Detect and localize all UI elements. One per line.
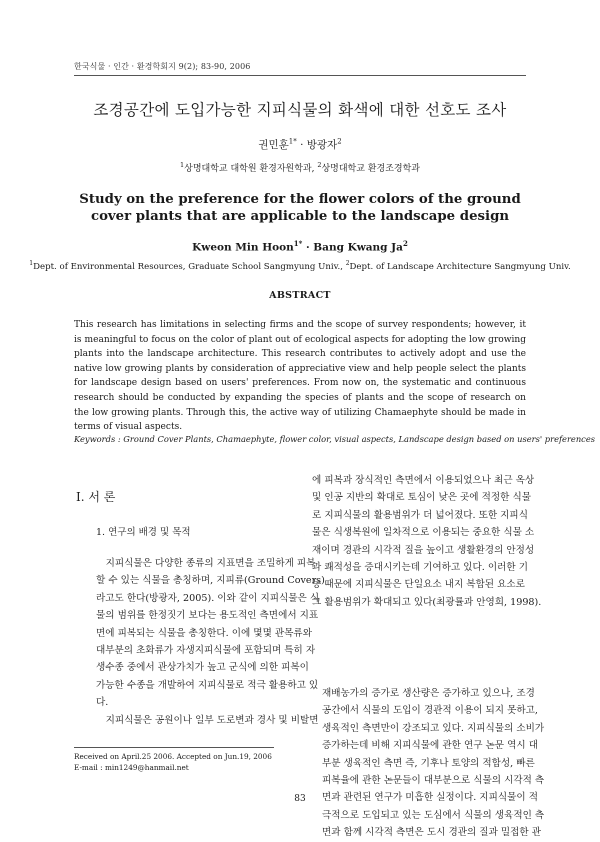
- text-line: 물의 범위를 한정짓기 보다는 용도적인 측면에서 지표: [96, 610, 319, 622]
- left-paragraph-1: [96, 555, 325, 712]
- text-line: 과 쾌적성을 증대시키는데 기여하고 있다. 이러한 기: [312, 561, 528, 573]
- english-authors: [0, 239, 600, 254]
- keywords: Keywords : Ground Cover Plants, Chamaephyte, flower color, visual aspects, Landscape design based on users' preferences: [74, 434, 595, 444]
- text-line: 라고도 한다(방광자, 2005). 이와 같이 지피식물은 식: [96, 592, 320, 604]
- text-line: 증가하는데 비해 지피식물에 관한 연구 논문 역시 대: [322, 740, 538, 752]
- text-line: 로 지피식물의 활용범위가 더 넓어졌다. 또한 지피식: [312, 509, 528, 521]
- text-line: 할 수 있는 식물을 총칭하며, 지피류(Ground Covers): [96, 575, 325, 587]
- text-line: 생육적인 측면만이 강조되고 있다. 지피식물의 소비가: [322, 722, 545, 734]
- text-line: 재배농가의 증가로 생산량은 증가하고 있으나, 조경: [322, 688, 535, 699]
- email-address: E-mail : min1249@hanmail.net: [74, 763, 189, 772]
- korean-author-1-sup: 1*: [288, 137, 297, 146]
- section-heading: Ⅰ. 서 론: [76, 490, 116, 504]
- text-line: 피복율에 관한 논문들이 대부분으로 식물의 시각적 측: [322, 774, 545, 786]
- korean-authors: [0, 137, 600, 152]
- text-line: 지피식물은 다양한 종류의 지표면을 조밀하게 피복: [96, 558, 316, 569]
- korean-aff-2: 상명대학교 환경조경학과: [321, 164, 420, 174]
- left-paragraph-2: [96, 712, 319, 729]
- korean-aff-1-sup: 1: [180, 161, 185, 169]
- korean-title: 조경공간에 도입가능한 지피식물의 화색에 대한 선호도 조사: [93, 101, 507, 119]
- english-aff-2-sup: 2: [345, 260, 350, 267]
- footnote-rule: [74, 747, 274, 748]
- english-aff-2: Dept. of Landscape Architecture Sangmyung Univ.: [349, 261, 571, 272]
- subsection-heading: 1. 연구의 배경 및 목적: [96, 527, 191, 538]
- korean-author-separator: ·: [296, 139, 307, 151]
- english-aff-1: Dept. of Environmental Resources, Graduate School Sangmyung Univ.,: [33, 261, 346, 272]
- right-paragraph-1: [312, 472, 542, 611]
- english-author-1-sup: 1*: [293, 239, 303, 248]
- text-line: 공간에서 식물의 도입이 경관적 이용이 되지 못하고,: [322, 705, 538, 717]
- korean-author-2: 방광자: [306, 139, 338, 151]
- english-author-separator: ·: [302, 241, 314, 254]
- text-line: 및 인공 지반의 확대로 토심이 낮은 곳에 적정한 식물: [312, 492, 532, 504]
- text-line: 그 활용범위가 확대되고 있다(최광률과 안영희, 1998).: [312, 596, 542, 608]
- received-date: Received on April.25 2006. Accepted on Jun.19, 2006: [74, 752, 272, 761]
- english-author-2: Bang Kwang Ja: [313, 241, 403, 254]
- english-aff-1-sup: 1: [29, 260, 34, 267]
- text-line: 지피식물은 공원이나 일부 도로변과 경사 및 비탈면: [96, 715, 319, 726]
- text-line: 생수종 중에서 관상가치가 높고 군식에 의한 피복이: [96, 662, 309, 674]
- abstract-heading: ABSTRACT: [269, 290, 331, 301]
- text-line: 면과 함께 시각적 측면은 도시 경관의 질과 밀접한 관: [322, 827, 542, 839]
- korean-aff-1: 상명대학교 대학원 환경자원학과,: [184, 164, 318, 174]
- text-line: 면과 관련된 연구가 미흡한 실정이다. 지피식물이 적: [322, 792, 538, 804]
- korean-affiliations: [0, 161, 600, 174]
- page-number: 83: [294, 794, 306, 804]
- right-paragraph-2: [322, 685, 545, 842]
- korean-aff-2-sup: 2: [317, 161, 322, 169]
- text-line: 다.: [96, 697, 109, 709]
- text-line: 면에 피복되는 식물을 총칭한다. 이에 몇몇 관목류와: [96, 627, 312, 639]
- text-line: 에 피복과 장식적인 측면에서 이용되었으나 최근 옥상: [312, 475, 535, 486]
- english-title: Study on the preference for the flower colors of the ground cover plants that are applicable to the landscape design: [79, 192, 521, 224]
- korean-author-1: 권민훈: [258, 139, 289, 151]
- text-line: 부분 생육적인 측면 즉, 기후나 토양의 적합성, 빠른: [322, 757, 535, 769]
- header-rule: [74, 75, 526, 76]
- korean-author-2-sup: 2: [337, 137, 342, 146]
- text-line: 대부분의 초화류가 자생지피식물에 포함되며 특히 자: [96, 644, 316, 656]
- english-author-2-sup: 2: [402, 239, 408, 248]
- english-author-1: Kweon Min Hoon: [192, 241, 294, 254]
- text-line: 가능한 수종을 개발하여 지피식물로 적극 활용하고 있: [96, 679, 319, 691]
- text-line: 물은 식생복원에 일차적으로 이용되는 중요한 식물 소: [312, 527, 535, 539]
- footnote: [74, 751, 272, 773]
- text-line: 극적으로 도입되고 있는 도심에서 식물의 생육적인 측: [322, 809, 545, 821]
- text-line: 재이며 경관의 시각적 질을 높이고 생활환경의 안정성: [312, 544, 535, 556]
- text-line: 능 때문에 지피식물은 단일요소 내지 복합된 요소로: [312, 579, 525, 591]
- english-affiliations: [0, 260, 600, 272]
- journal-header: 한국식물 · 인간 · 환경학회지 9(2); 83-90, 2006: [74, 62, 251, 71]
- abstract-text: This research has limitations in selecting firms and the scope of survey respondents; however, it is meaningful to focus on the color of plant out of ecological aspects for adopting the low growing plants into the landscape architecture. This research contributes to actively adopt and use the native low growing plants by consideration of appreciative view and help people select the plants for landscape design based on users' preferences. From now on, the systematic and continuous research should be conducted by expanding the species of plants and the scope of research on the low growing plants. Through this, the active way of utilizing Chamaephyte should be made in terms of visual aspects.: [74, 320, 526, 433]
